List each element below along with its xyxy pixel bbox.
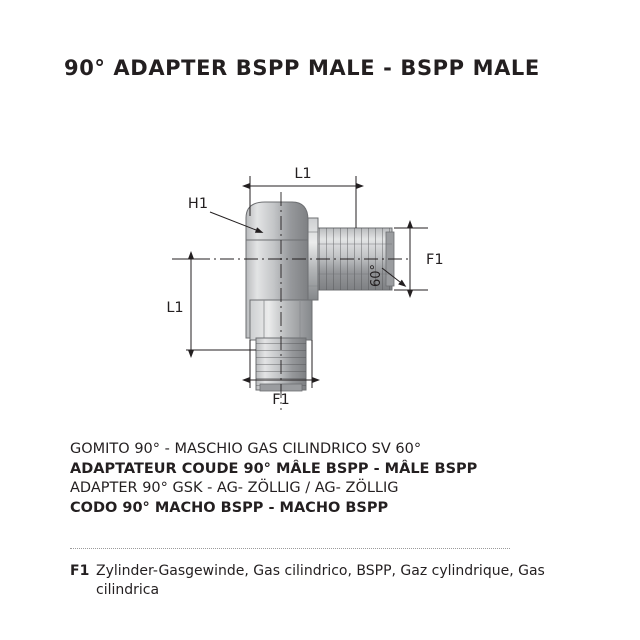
dimension-left-l1 [172,259,256,350]
description-line-de: ADAPTER 90° GSK - AG- ZÖLLIG / AG- ZÖLLIG [70,480,399,496]
dimension-label-left-l1: L1 [166,300,184,316]
dimension-label-right-f1: F1 [426,252,444,268]
technical-drawing [60,140,580,430]
footnote [70,562,570,600]
description-line-es: CODO 90° MACHO BSPP - MACHO BSPP [70,499,389,516]
footnote-text: Zylinder-Gasgewinde, Gas cilindrico, BSPP, Gaz cylindrique, Gas cilindrica [96,563,545,598]
description-list [70,440,590,518]
fitting-illustration [246,202,394,391]
divider [70,548,510,549]
dimension-label-top-l1: L1 [294,166,312,182]
footnote-key: F1 [70,563,90,579]
dimension-label-angle: 60° [369,264,384,288]
dimension-label-h1: H1 [187,196,209,212]
dimension-label-bottom-f1: F1 [272,392,290,408]
page-title: 90° ADAPTER BSPP MALE - BSPP MALE [64,56,540,80]
description-line-fr: ADAPTATEUR COUDE 90° MÂLE BSPP - MÂLE BSPP [70,460,478,477]
description-line-it: GOMITO 90° - MASCHIO GAS CILINDRICO SV 60° [70,441,422,457]
